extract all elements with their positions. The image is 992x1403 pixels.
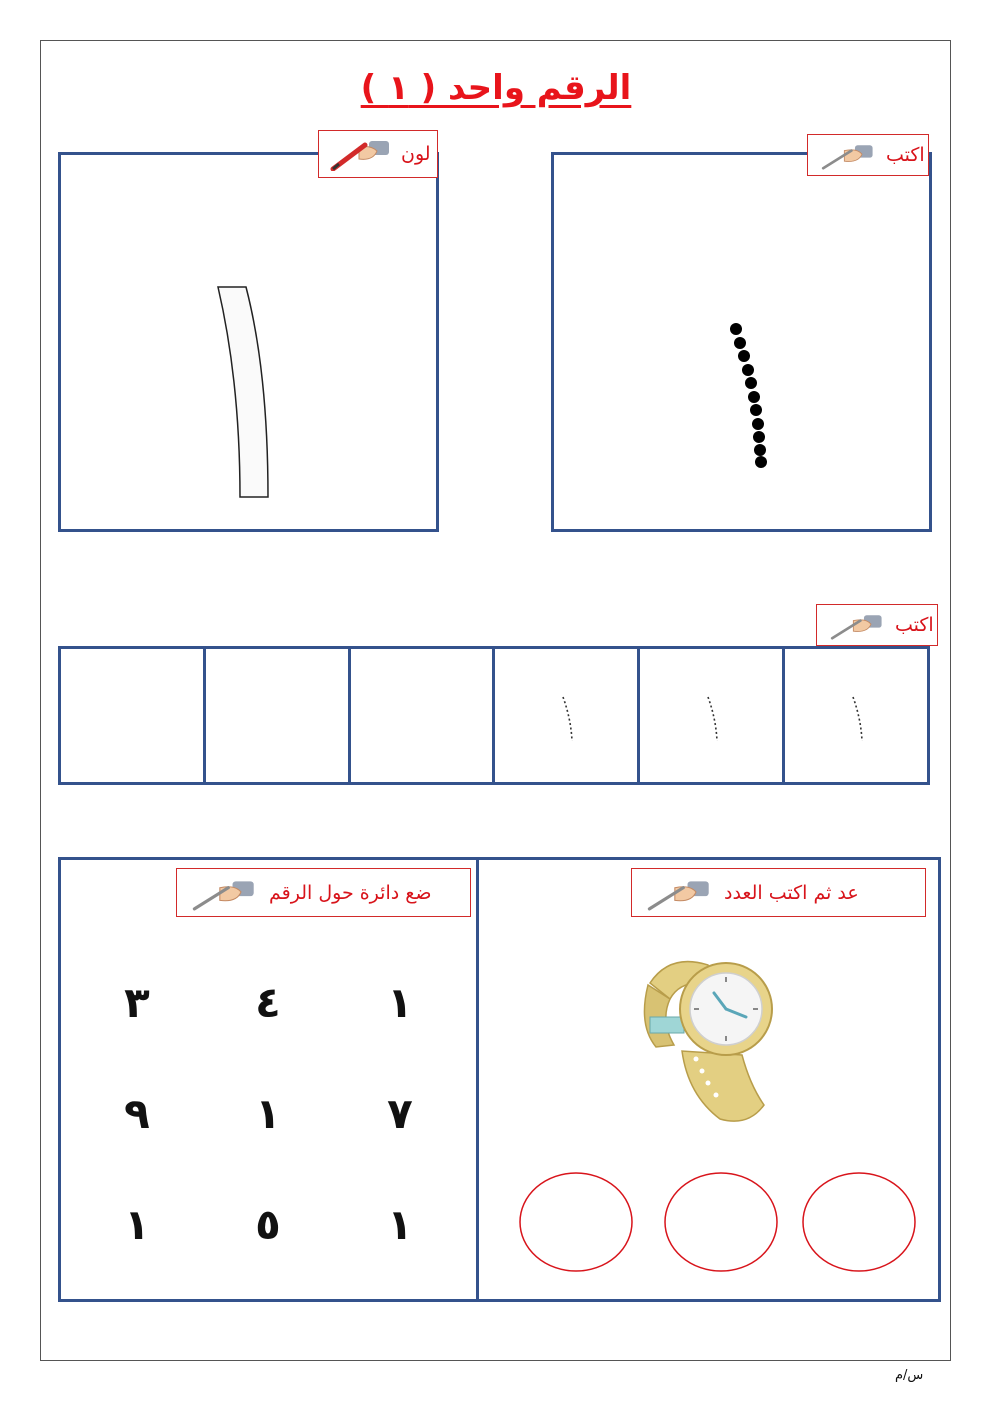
- grid-number[interactable]: ٧: [387, 1089, 413, 1138]
- pencil-hand-icon: [642, 875, 714, 911]
- answer-circle[interactable]: [803, 1173, 915, 1271]
- color-box: [58, 152, 439, 532]
- color-label-text: لون: [401, 143, 431, 165]
- grid-number[interactable]: ١: [124, 1200, 150, 1249]
- dotted-digit-one[interactable]: [551, 152, 932, 532]
- write-cell-empty[interactable]: [203, 649, 348, 782]
- answer-circle[interactable]: [665, 1173, 777, 1271]
- outline-digit-one[interactable]: [58, 152, 439, 532]
- grid-number[interactable]: ٩: [124, 1089, 150, 1138]
- count-label: [631, 868, 926, 917]
- wristwatch-icon: [630, 955, 780, 1125]
- grid-number[interactable]: ٥: [255, 1200, 281, 1249]
- grid-number[interactable]: ١: [387, 978, 413, 1027]
- circle-number-label-text: ضع دائرة حول الرقم: [269, 881, 432, 904]
- grid-number[interactable]: ٣: [124, 978, 150, 1027]
- answer-circle[interactable]: [520, 1173, 632, 1271]
- write-cell-dotted-one[interactable]: [637, 649, 782, 782]
- grid-number[interactable]: ١: [387, 1200, 413, 1249]
- grid-number[interactable]: ٤: [255, 978, 281, 1027]
- write-cell-dotted-one[interactable]: [492, 649, 637, 782]
- write-row-label: [816, 604, 938, 646]
- color-label: [318, 130, 438, 178]
- answer-circles: [510, 1163, 930, 1283]
- trace-label: [807, 134, 929, 176]
- pencil-hand-icon: [329, 137, 391, 171]
- write-cell-dotted-one[interactable]: [782, 649, 927, 782]
- page-title: الرقم واحد ( ١ ): [360, 68, 632, 108]
- pencil-hand-icon: [187, 875, 259, 911]
- pencil-hand-icon: [827, 610, 885, 640]
- trace-label-text: اكتب: [886, 144, 925, 166]
- trace-box: [551, 152, 932, 532]
- count-label-text: عد ثم اكتب العدد: [724, 881, 859, 904]
- write-row-label-text: اكتب: [895, 614, 934, 636]
- write-cell-empty[interactable]: [348, 649, 493, 782]
- write-cell-empty[interactable]: [61, 649, 203, 782]
- write-row: [58, 646, 930, 785]
- pencil-hand-icon: [818, 140, 876, 170]
- footer-note: س/م: [895, 1368, 924, 1383]
- grid-number[interactable]: ١: [255, 1089, 281, 1138]
- circle-number-label: [176, 868, 471, 917]
